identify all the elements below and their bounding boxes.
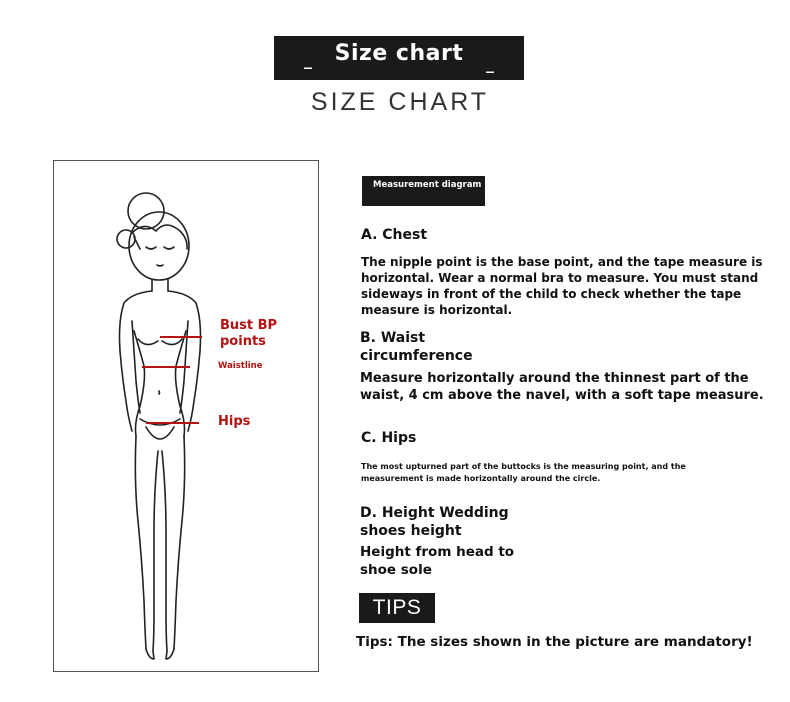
section-c-title: C. Hips — [361, 430, 417, 446]
body-figure-illustration — [54, 161, 320, 673]
waist-label: Waistline — [218, 361, 263, 371]
tips-text: Tips: The sizes shown in the picture are mandatory! — [356, 634, 753, 650]
section-b-text: Measure horizontally around the thinnest part of the waist, 4 cm above the navel, with a soft tape measure. — [360, 371, 764, 403]
section-a-title: A. Chest — [361, 227, 428, 243]
hips-label: Hips — [218, 414, 251, 429]
page-subtitle: SIZE CHART — [310, 88, 490, 116]
banner-dash-right: _ — [486, 54, 494, 73]
section-d-title: D. Height Wedding shoes height — [360, 505, 509, 539]
tips-badge: TIPS — [359, 593, 435, 623]
size-chart-banner — [274, 36, 524, 80]
hair-bun-shape — [128, 193, 164, 229]
banner-dash-left: _ — [304, 50, 312, 69]
section-a-text: The nipple point is the base point, and the tape measure is horizontal. Wear a normal bra to measure. You must stand sideways in front of the child to check whether the tape measure is horizontal. — [361, 255, 763, 317]
section-b-title: B. Waist circumference — [360, 330, 473, 364]
body-figure-panel — [53, 160, 319, 672]
bust-label: Bust BP points — [220, 318, 278, 349]
measurement-diagram-badge: Measurement diagram — [362, 176, 485, 206]
section-d-text: Height from head to shoe sole — [360, 544, 515, 578]
section-c-text: The most upturned part of the buttocks is the measuring point, and the measurement is made horizontally around the circle. — [361, 462, 686, 483]
banner-title: Size chart — [334, 41, 464, 66]
